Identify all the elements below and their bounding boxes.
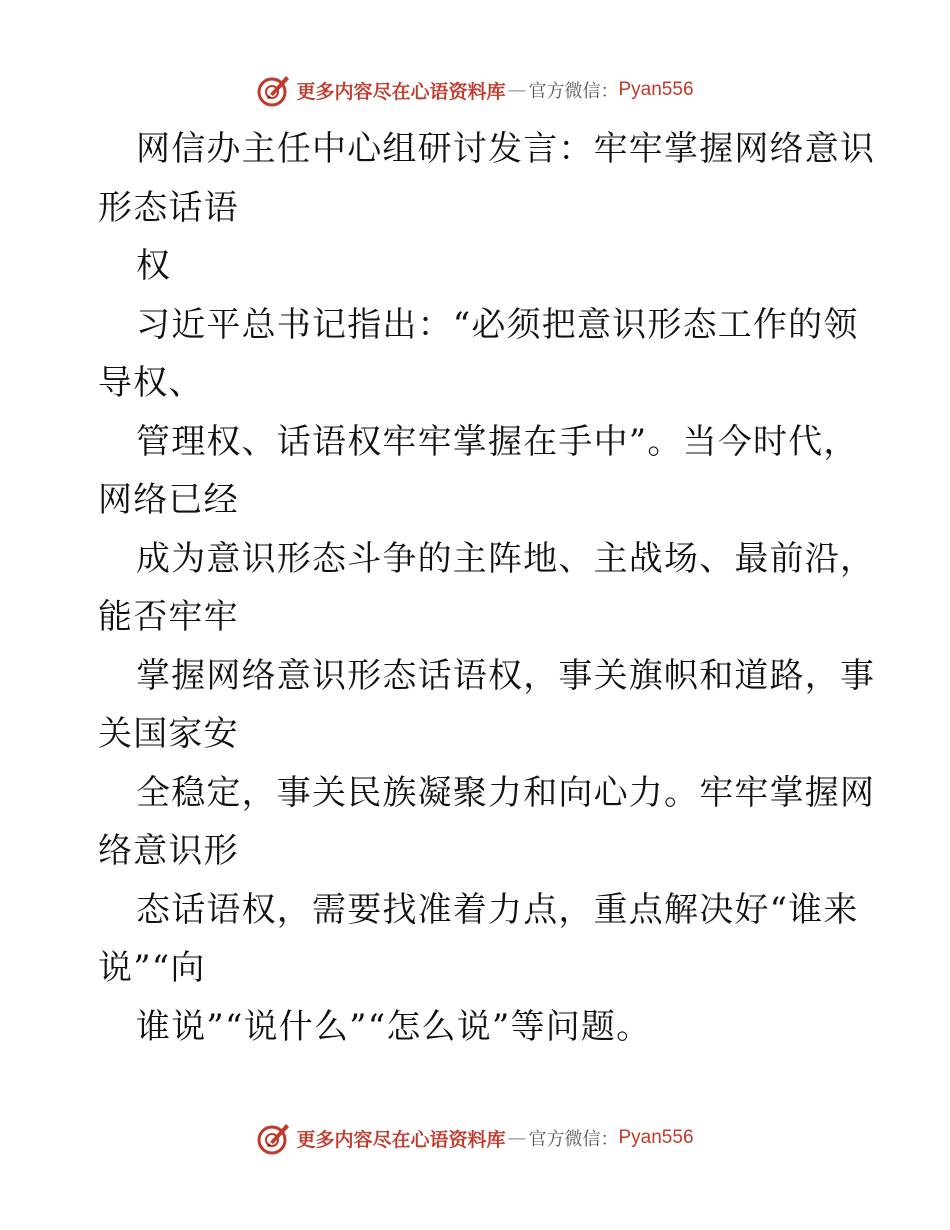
banner-dash: — — [507, 79, 527, 101]
document-line: 网信办主任中心组研讨发言：牢牢掌握网络意识 — [136, 129, 876, 169]
document-line: 能否牢牢 — [98, 597, 239, 637]
footer-banner — [0, 1118, 950, 1158]
document-line: 导权、 — [98, 363, 204, 403]
document-line: 习近平总书记指出：“必须把意识形态工作的领 — [136, 304, 859, 345]
document-line: 络意识形 — [98, 831, 239, 871]
document-line: 谁说”“说什么”“怎么说”等问题。 — [136, 1006, 652, 1047]
document-line: 态话语权，需要找准着力点，重点解决好“谁来 — [136, 889, 859, 930]
header-banner — [0, 70, 950, 110]
banner-wechat-label: 官方微信： — [528, 1129, 619, 1150]
document-line: 全稳定，事关民族凝聚力和向心力。牢牢掌握网 — [136, 772, 876, 813]
document-line: 权 — [136, 246, 172, 286]
pen-nib-logo-icon — [256, 72, 292, 108]
document-line: 成为意识形态斗争的主阵地、主战场、最前沿， — [136, 538, 876, 579]
banner-dash: — — [507, 1127, 527, 1149]
document-body — [98, 120, 876, 1056]
document-line: 说”“向 — [98, 948, 206, 988]
banner-wechat-id: Pyan556 — [618, 79, 694, 100]
pen-nib-logo-icon — [256, 1120, 292, 1156]
footer-banner-content — [256, 1118, 693, 1158]
header-banner-content — [256, 70, 693, 110]
banner-brand-text: 更多内容尽在心语资料库 — [296, 80, 506, 103]
banner-wechat-id: Pyan556 — [618, 1127, 694, 1148]
document-line: 掌握网络意识形态话语权，事关旗帜和道路，事 — [136, 655, 876, 696]
document-line: 管理权、话语权牢牢掌握在手中”。当今时代， — [136, 421, 859, 462]
document-line: 关国家安 — [98, 714, 239, 754]
banner-wechat-label: 官方微信： — [528, 81, 619, 102]
document-line: 形态话语 — [98, 187, 239, 228]
document-line: 网络已经 — [98, 480, 239, 520]
banner-brand-text: 更多内容尽在心语资料库 — [296, 1128, 506, 1151]
